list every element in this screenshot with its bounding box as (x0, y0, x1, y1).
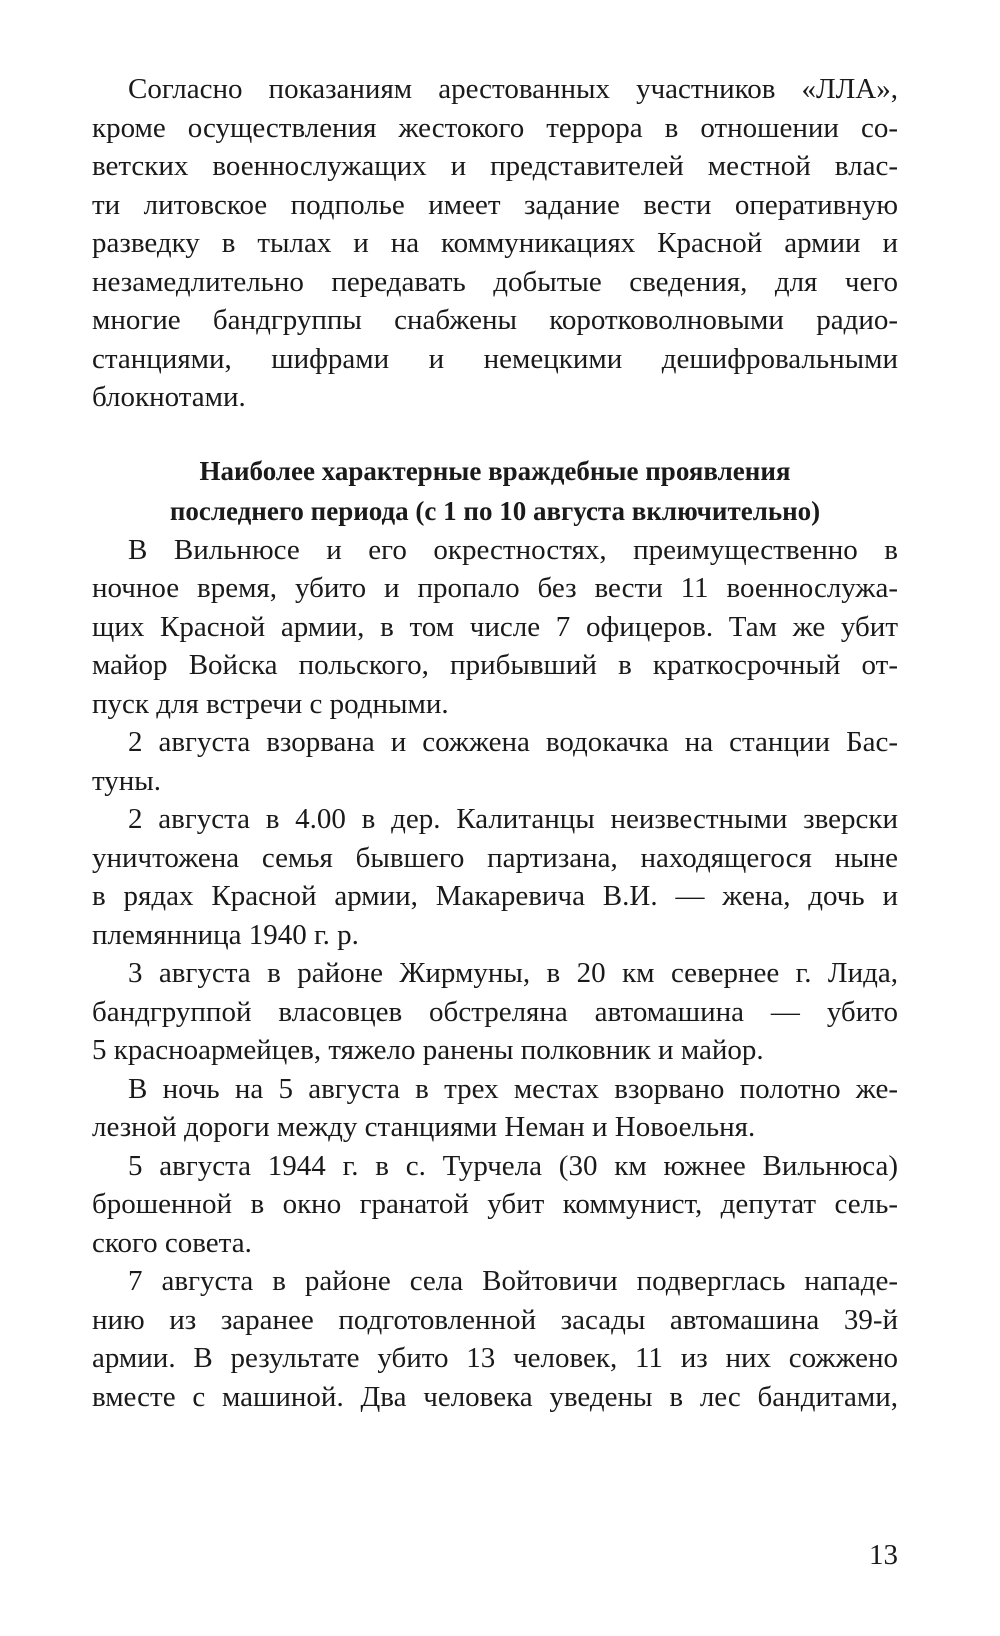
text-line: пуск для встречи с родными. (92, 687, 449, 720)
text-line: нию из заранее подготовленной засады автомашина 39-й (92, 1303, 898, 1336)
text-line: 7 августа в районе села Войтовичи подверглась нападе- (128, 1265, 898, 1297)
paragraph-7 (92, 1147, 898, 1263)
text-line: в рядах Красной армии, Макаревича В.И. — жена, дочь и (92, 880, 898, 912)
text-line: В Вильнюсе и его окрестностях, преимущественно в (128, 533, 898, 566)
text-line: ночное время, убито и пропало без вести 11 военнослужа- (92, 572, 898, 604)
text-line: блокнотами. (92, 381, 246, 413)
text-line: незамедлительно передавать добытые сведения, для чего (92, 265, 898, 298)
heading-line: Наиболее характерные враждебные проявления (199, 455, 791, 486)
paragraph-5 (92, 954, 898, 1070)
paragraph-6 (92, 1070, 898, 1147)
text-line: 2 августа в 4.00 в дер. Калитанцы неизвестными зверски (128, 803, 898, 835)
text-line: кроме осуществления жестокого террора в отношении со- (92, 111, 898, 144)
text-line: многие бандгруппы снабжены коротковолновыми радио- (92, 304, 898, 336)
page-body (92, 70, 898, 1416)
text-line: Согласно показаниям арестованных участников «ЛЛА», (128, 73, 898, 105)
text-line: брошенной в окно гранатой убит коммунист, депутат сель- (92, 1188, 898, 1220)
text-line: 3 августа в районе Жирмуны, в 20 км севернее г. Лида, (128, 957, 898, 989)
text-line: ветских военнослужащих и представителей местной влас- (92, 150, 898, 182)
text-line: 2 августа взорвана и сожжена водокачка на станции Бас- (128, 726, 898, 758)
section-heading (92, 451, 898, 531)
text-line: бандгруппой власовцев обстреляна автомашина — убито (92, 995, 898, 1028)
page-number: 13 (869, 1539, 898, 1571)
section-gap (92, 417, 898, 451)
text-line: племянница 1940 г. р. (92, 918, 359, 951)
text-line: уничтожена семья бывшего партизана, находящегося ныне (92, 841, 898, 874)
text-line: лезной дороги между станциями Неман и Новоельня. (92, 1111, 756, 1143)
text-line: щих Красной армии, в том числе 7 офицеров. Там же убит (92, 610, 898, 643)
paragraph-1 (92, 70, 898, 417)
heading-line: последнего периода (с 1 по 10 августа включительно) (169, 495, 821, 526)
text-line: вместе с машиной. Два человека уведены в лес бандитами, (92, 1380, 898, 1413)
text-line: 5 августа 1944 г. в с. Турчела (30 км южнее Вильнюса) (128, 1149, 898, 1182)
text-line: 5 красноармейцев, тяжело ранены полковник и майор. (92, 1034, 764, 1066)
text-line: майор Войска польского, прибывший в краткосрочный от- (92, 649, 898, 681)
paragraph-8 (92, 1262, 898, 1416)
text-line: разведку в тылах и на коммуникациях Красной армии и (92, 227, 898, 259)
text-line: станциями, шифрами и немецкими дешифровальными (92, 342, 898, 375)
paragraph-2 (92, 531, 898, 724)
text-line: армии. В результате убито 13 человек, 11 из них сожжено (92, 1342, 898, 1374)
paragraph-3 (92, 723, 898, 800)
text-line: ского совета. (92, 1226, 252, 1259)
text-line: туны. (92, 764, 162, 797)
paragraph-4 (92, 800, 898, 954)
text-line: В ночь на 5 августа в трех местах взорвано полотно же- (128, 1072, 898, 1105)
text-line: ти литовское подполье имеет задание вести оперативную (92, 188, 898, 221)
